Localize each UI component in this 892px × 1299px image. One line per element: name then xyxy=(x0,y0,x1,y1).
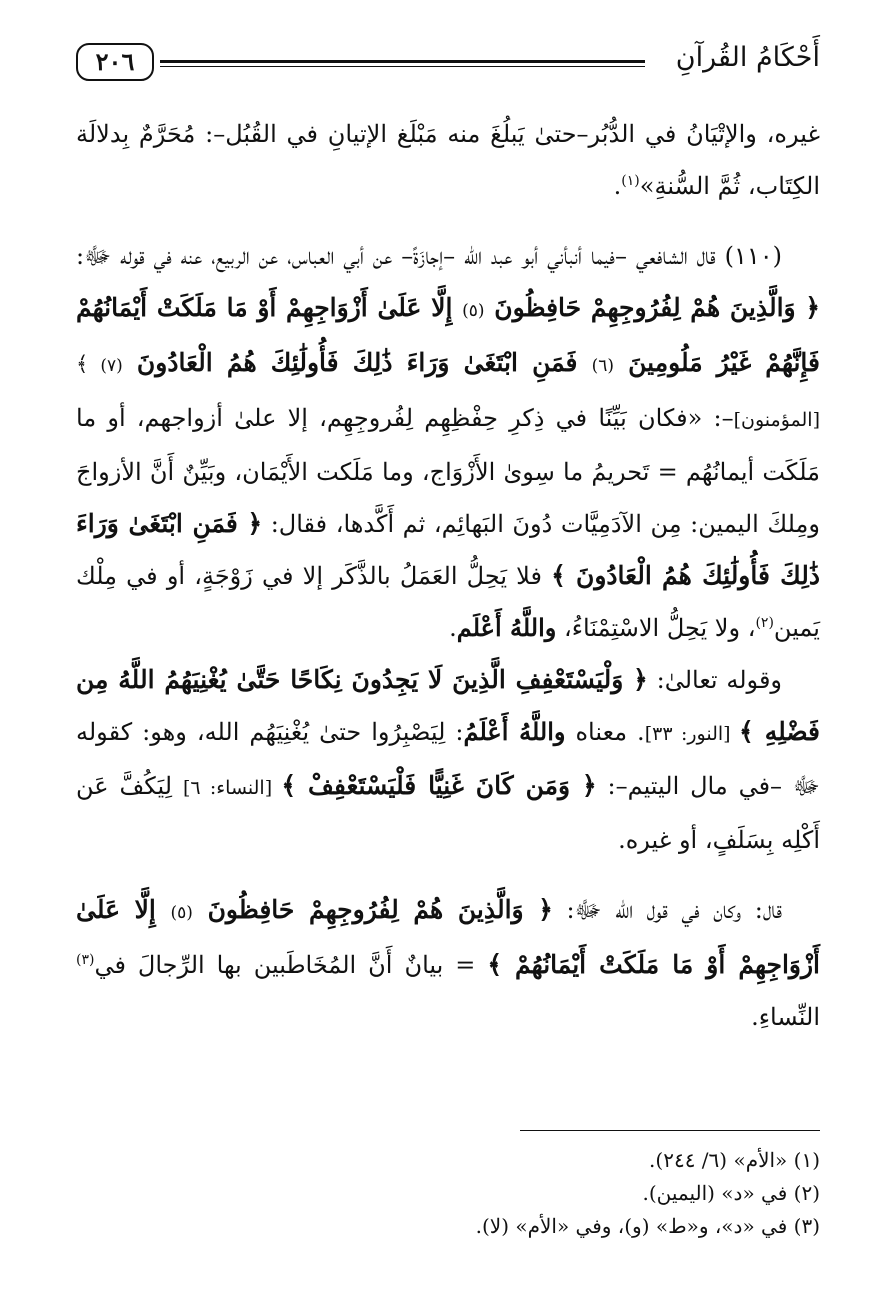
quran-verse: ﴿ وَالَّذِينَ هُمْ لِفُرُوجِهِمْ حَافِظُونَ (٥) إِلَّا عَلَىٰ أَزْوَاجِهِمْ أَوْ مَا مَلَكَتْ أَيْمَانُهُمْ ﴾ xyxy=(76,895,820,979)
ayah-number: (٦) xyxy=(591,356,615,376)
paragraph-qala: قال: وكان في قول الله ﷻ: ﴿ وَالَّذِينَ هُمْ لِفُرُوجِهِمْ حَافِظُونَ (٥) إِلَّا عَلَىٰ أَزْوَاجِهِمْ أَوْ مَا مَلَكَتْ أَيْمَانُهُمْ ﴾ = بيانٌ أَنَّ المُخَاطَبين بها الرِّجالَ في$^{(٣)}$ النِّساءِ. xyxy=(76,895,820,1031)
footnote-marker: (٣) xyxy=(76,952,95,968)
footnote-marker: (١) xyxy=(621,173,640,189)
quran-verse: ﴿ وَالَّذِينَ هُمْ لِفُرُوجِهِمْ حَافِظُونَ (٥) إِلَّا عَلَىٰ أَزْوَاجِهِمْ أَوْ مَا مَلَكَتْ أَيْمَانُهُمْ فَإِنَّهُمْ غَيْرُ مَلُومِينَ (٦) فَمَنِ ابْتَغَىٰ وَرَاءَ ذَٰلِكَ فَأُولَٰئِكَ هُمُ الْعَادُونَ (٧) ﴾ xyxy=(76,293,820,377)
allahu-alam: واللَّهُ أَعْلَمُ xyxy=(463,717,566,746)
footnote-2: (٢) في «د» (اليمين). xyxy=(642,1181,820,1205)
ayah-number: (٥) xyxy=(462,301,485,321)
surah-reference: [النساء: ٦] xyxy=(182,777,282,799)
page-number: ٢٠٦ xyxy=(76,43,154,81)
footnote-3: (٣) في «د»، و«ط» (و)، وفي «الأم» (لا). xyxy=(475,1214,820,1238)
main-text xyxy=(76,108,820,1043)
book-title: أَحْكَامُ القُرآنِ xyxy=(675,42,820,73)
header-rule xyxy=(160,60,645,67)
paragraph-110: (١١٠) قال الشافعي –فيما أنبأني أبو عبد الله –إجازَةً– عن أبي العباس، عن الربيع، عنه في قوله ﷻ: ﴿ وَالَّذِينَ هُمْ لِفُرُوجِهِمْ حَافِظُونَ (٥) إِلَّا عَلَىٰ أَزْوَاجِهِمْ أَوْ مَا مَلَكَتْ أَيْمَانُهُمْ فَإِنَّهُمْ غَيْرُ مَلُومِينَ (٦) فَمَنِ ابْتَغَىٰ وَرَاءَ ذَٰلِكَ فَأُولَٰئِكَ هُمُ الْعَادُونَ (٧) ﴾ [المؤمنون]–: «فكان بَيِّنًا في ذِكرِ حِفْظِهِم لِفُروجِهِم، إلا علىٰ أزواجهم، أو ما مَلَكَت أيمانُهُم = تَحريمُ ما سِوىٰ الأَزْوَاج، وما مَلَكت الأَيْمَان، وبَيِّنٌ أَنَّ الأزواجَ ومِلكَ اليمين: مِن الآدَمِيَّات دُونَ البَهائِم، ثم أَكَّدها، فقال: ﴿ فَمَنِ ابْتَغَىٰ وَرَاءَ ذَٰلِكَ فَأُولَٰئِكَ هُمُ الْعَادُونَ ﴾ فلا يَحِلُّ العَمَلُ بالذَّكَر إلا في زَوْجَةٍ، أو في مِلْك يَمين$^{(٢)}$، ولا يَحِلُّ الاسْتِمْنَاءُ، واللَّهُ أَعْلَم. xyxy=(76,242,820,642)
allahu-alam: واللَّهُ أَعْلَم xyxy=(456,613,557,642)
quran-verse: ﴿ فَمَنِ ابْتَغَىٰ وَرَاءَ ذَٰلِكَ فَأُولَٰئِكَ هُمُ الْعَادُونَ ﴾ xyxy=(76,509,820,590)
quran-verse: ﴿ وَلْيَسْتَعْفِفِ الَّذِينَ لَا يَجِدُونَ نِكَاحًا حَتَّىٰ يُغْنِيَهُمُ اللَّهُ مِن فَضْلِهِ ﴾ xyxy=(76,665,821,746)
footnote-1: (١) «الأم» (٦/ ٢٤٤). xyxy=(649,1148,820,1172)
footnotes xyxy=(76,1144,820,1243)
footnote-marker: (٢) xyxy=(755,615,774,631)
surah-reference: [النور: ٣٣] xyxy=(644,723,739,745)
book-page xyxy=(76,30,820,1270)
footnote-separator xyxy=(520,1130,820,1131)
paragraph-continuation: غيره، والإتْيَانُ في الدُّبُر–حتىٰ يَبلُغَ منه مَبْلَغ الإتيانِ في القُبُل–: مُحَرَّمٌ بِدلالَة الكِتَاب، ثُمَّ السُّنةِ»$^{(١)}$. xyxy=(76,120,820,200)
quran-verse: ﴿ وَمَن كَانَ غَنِيًّا فَلْيَسْتَعْفِفْ ﴾ xyxy=(281,771,597,800)
paragraph-istifaf: وقوله تعالىٰ: ﴿ وَلْيَسْتَعْفِفِ الَّذِينَ لَا يَجِدُونَ نِكَاحًا حَتَّىٰ يُغْنِيَهُمُ اللَّهُ مِن فَضْلِهِ ﴾ [النور: ٣٣]. معناه واللَّهُ أَعْلَمُ: لِيَصْبِرُوا حتىٰ يُغْنِيَهُم الله، وهو: كقوله ﷻ –في مال اليتيم–: ﴿ وَمَن كَانَ غَنِيًّا فَلْيَسْتَعْفِفْ ﴾ [النساء: ٦] لِيَكُفَّ عَن أَكْلِه بِسَلَفٍ، أو غيره. xyxy=(76,665,821,854)
ayah-number: (٧) xyxy=(100,356,123,376)
running-header xyxy=(76,30,820,100)
surah-reference: [المؤمنون] xyxy=(733,409,820,431)
ayah-number: (٥) xyxy=(170,903,193,923)
